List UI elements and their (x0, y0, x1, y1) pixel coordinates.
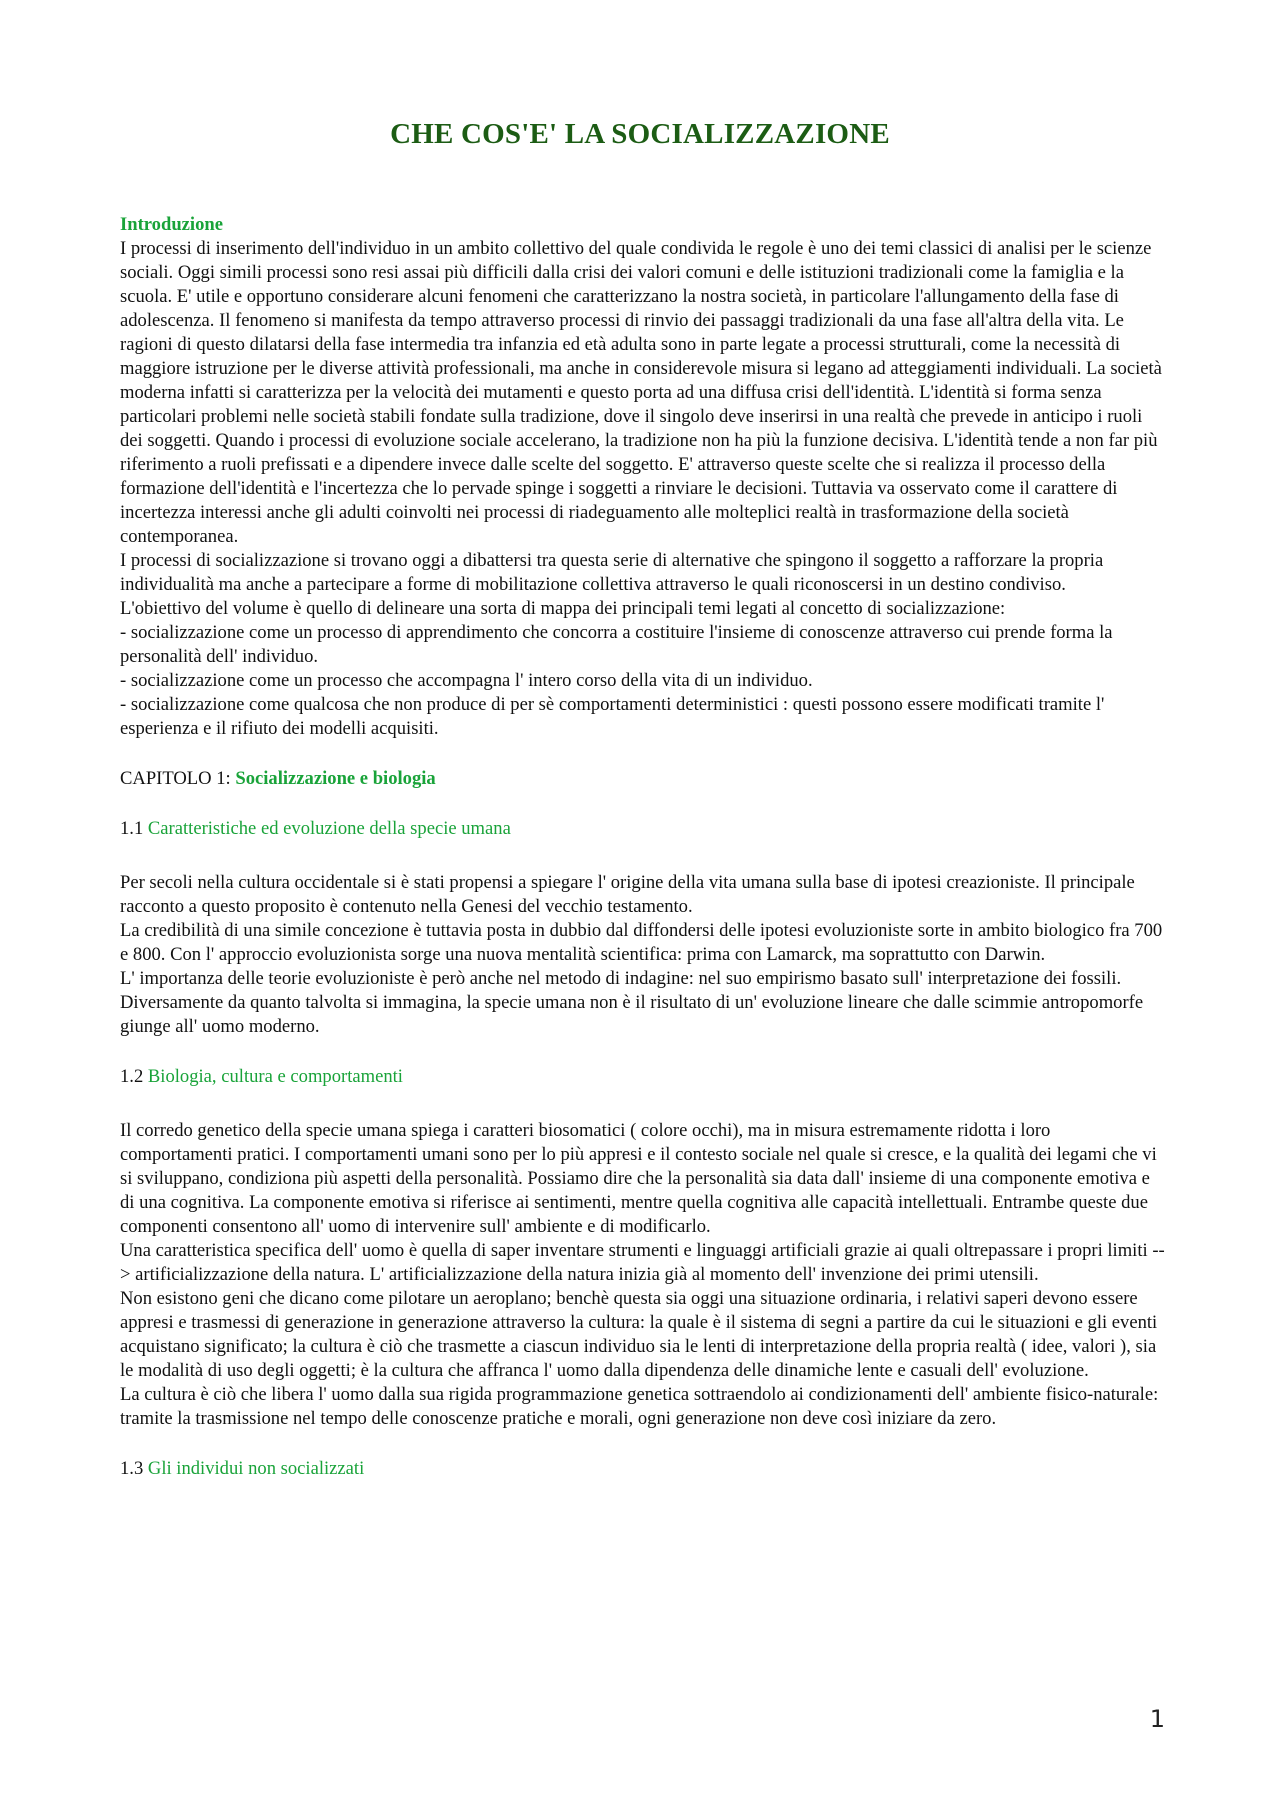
section-paragraph: La credibilità di una simile concezione è tuttavia posta in dubbio dal diffondersi delle ipotesi evoluzioniste sorte in ambito biologico fra 700 e 800. Con l' approccio evoluzionista sorge una nuova mentalità scientifica: prima con Lamarck, ma soprattutto con Darwin. (120, 920, 1163, 965)
section-paragraph: Per secoli nella cultura occidentale si è stati propensi a spiegare l' origine della vita umana sulla base di ipotesi creazioniste. Il principale racconto a questo proposito è contenuto nella Genesi del vecchio testamento. (120, 872, 1135, 917)
section-title: Biologia, cultura e comportamenti (147, 1066, 403, 1087)
section-paragraph: Il corredo genetico della specie umana spiega i caratteri biosomatici ( colore occhi), ma in misura estremamente ridotta i loro comportamenti pratici. I comportamenti umani sono per lo più appresi e il contesto sociale nel quale si cresce, e la qualità dei legami che vi si sviluppano, condiziona più aspetti della personalità. Possiamo dire che la personalità sia data dall' insieme di una componente emotiva e di una cognitiva. La componente emotiva si riferisce ai sentimenti, mentre quella cognitiva alle capacità intellettuali. Entrambe queste due componenti consentono all' uomo di intervenire sull' ambiente e di modificarlo. (120, 1120, 1157, 1237)
section-paragraph: Diversamente da quanto talvolta si immagina, la specie umana non è il risultato di un' evoluzione lineare che dalle scimmie antropomorfe giunge all' uomo moderno. (120, 992, 1144, 1037)
section-paragraph: La cultura è ciò che libera l' uomo dalla sua rigida programmazione genetica sottraendolo ai condizionamenti dell' ambiente fisico-naturale: tramite la trasmissione nel tempo delle conoscenze pratiche e morali, ogni generazione non deve così iniziare da zero. (120, 1384, 1159, 1429)
section-paragraph: L' importanza delle teorie evoluzioniste è però anche nel metodo di indagine: nel suo empirismo basato sull' interpretazione dei fossili. (120, 968, 1122, 989)
page-number: 1 (1149, 1705, 1165, 1733)
section-title: Caratteristiche ed evoluzione della specie umana (147, 818, 511, 839)
intro-heading: Introduzione (120, 214, 223, 235)
intro-list-item: - socializzazione come un processo che accompagna l' intero corso della vita di un individuo. (120, 670, 813, 691)
intro-paragraph: I processi di socializzazione si trovano oggi a dibattersi tra questa serie di alternative che spingono il soggetto a rafforzare la propria individualità ma anche a partecipare a forme di mobilitazione collettiva attraverso le quali riconoscersi in un destino condiviso. (120, 550, 1104, 595)
chapter-heading (120, 767, 1166, 791)
intro-list-item: - socializzazione come qualcosa che non produce di per sè comportamenti deterministici : questi possono essere modificati tramite l' esperienza e il rifiuto dei modelli acquisiti. (120, 694, 1105, 739)
intro-paragraph: I processi di inserimento dell'individuo in un ambito collettivo del quale condivida le regole è uno dei temi classici di analisi per le scienze sociali. Oggi simili processi sono resi assai più difficili dalla crisi dei valori comuni e delle istituzioni tradizionali come la famiglia e la scuola. E' utile e opportuno considerare alcuni fenomeni che caratterizzano la nostra società, in particolare l'allungamento della fase di adolescenza. Il fenomeno si manifesta da tempo attraverso processi di rinvio dei passaggi tradizionali da una fase all'altra della vita. Le ragioni di questo dilatarsi della fase intermedia tra infanzia ed età adulta sono in parte legate a processi strutturali, come la necessità di maggiore istruzione per le diverse attività professionali, ma anche in considerevole misura si legano ad atteggiamenti individuali. La società moderna infatti si caratterizza per la velocità dei mutamenti e questo porta ad una diffusa crisi dell'identità. L'identità si forma senza particolari problemi nelle società stabili fondate sulla tradizione, dove il singolo deve inserirsi in una realtà che prevede in anticipo i ruoli dei soggetti. Quando i processi di evoluzione sociale accelerano, la tradizione non ha più la funzione decisiva. L'identità tende a non far più riferimento a ruoli prefissati e a dipendere invece dalle scelte del soggetto. E' attraverso queste scelte che si realizza il processo della formazione dell'identità e l'incertezza che lo pervade spinge i soggetti a rinviare le decisioni. Tuttavia va osservato come il carattere di incertezza interessi anche gli adulti coinvolti nei processi di riadeguamento alle molteplici realtà in trasformazione della società contemporanea. (120, 238, 1162, 547)
section-heading-1-3 (120, 1457, 1166, 1481)
section-heading-1-2 (120, 1065, 1166, 1089)
section-number: 1.3 (120, 1458, 148, 1479)
section-title: Gli individui non socializzati (147, 1458, 365, 1479)
document-body (120, 213, 1166, 1481)
chapter-title: Socializzazione e biologia (235, 768, 436, 789)
intro-list-item: - socializzazione come un processo di apprendimento che concorra a costituire l'insieme di conoscenze attraverso cui prende forma la personalità dell' individuo. (120, 622, 1113, 667)
document-title: CHE COS'E' LA SOCIALIZZAZIONE (390, 118, 890, 150)
section-number: 1.2 (120, 1066, 148, 1087)
section-paragraph: Non esistono geni che dicano come pilotare un aeroplano; benchè questa sia oggi una situazione ordinaria, i relativi saperi devono essere appresi e trasmessi di generazione in generazione attraverso la cultura: la quale è il sistema di segni a partire da cui le situazioni e gli eventi acquistano significato; la cultura è ciò che trasmette a ciascun individuo sia le lenti di interpretazione della propria realtà ( idee, valori ), sia le modalità di uso degli oggetti; è la cultura che affranca l' uomo dalla dipendenza delle dinamiche lente e casuali dell' evoluzione. (120, 1288, 1158, 1381)
chapter-prefix: CAPITOLO 1: (120, 768, 236, 789)
section-paragraph: Una caratteristica specifica dell' uomo è quella di saper inventare strumenti e linguaggi artificiali grazie ai quali oltrepassare i propri limiti --> artificializzazione della natura. L' artificializzazione della natura inizia già al momento dell' invenzione dei primi utensili. (120, 1240, 1165, 1285)
section-heading-1-1 (120, 817, 1166, 841)
section-number: 1.1 (120, 818, 148, 839)
intro-paragraph: L'obiettivo del volume è quello di delineare una sorta di mappa dei principali temi legati al concetto di socializzazione: (120, 598, 1006, 619)
